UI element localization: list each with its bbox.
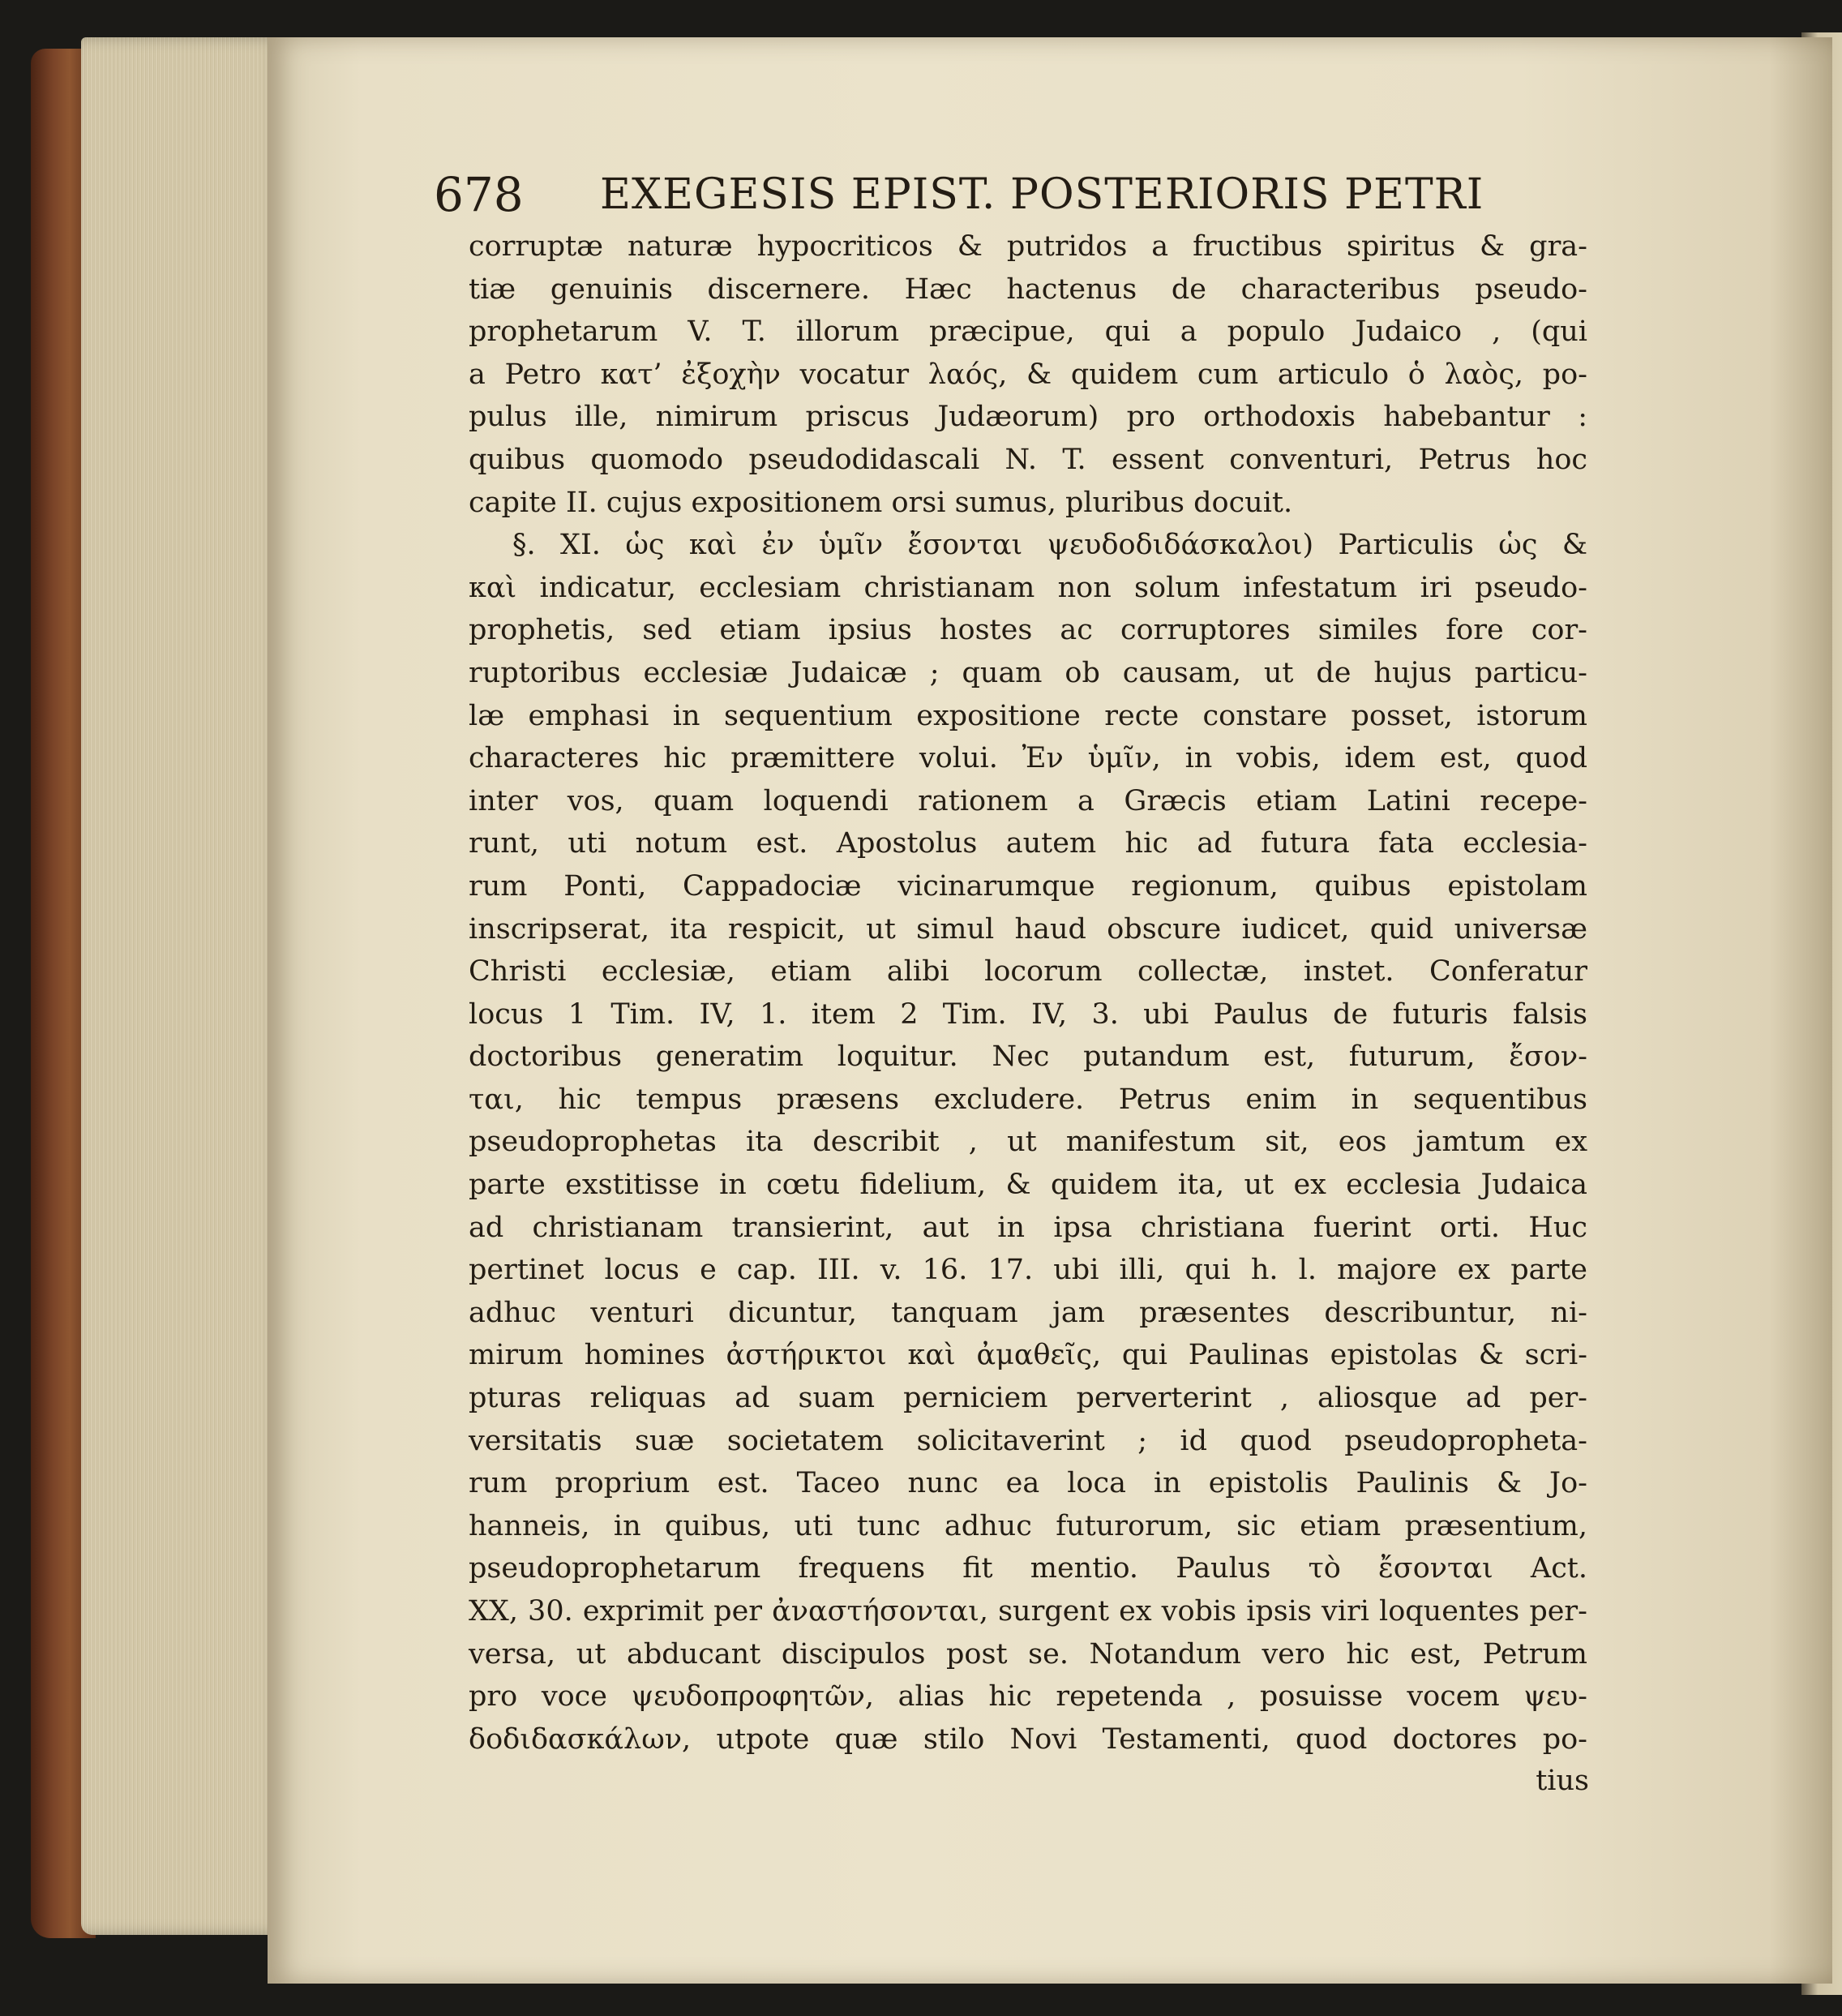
- text-line: XX, 30. exprimit per ἀναστήσονται, surgent ex vobis ipsis viri loquentes per-: [469, 1595, 1587, 1628]
- text-line: a Petro κατ’ ἐξοχὴν vocatur λαός, & quidem cum articulo ὁ λαὸς, po-: [469, 358, 1587, 391]
- text-line: pseudoprophetas ita describit , ut manifestum sit, eos jamtum ex: [469, 1126, 1587, 1159]
- text-line: prophetis, sed etiam ipsius hostes ac corruptores similes fore cor-: [469, 614, 1587, 647]
- text-line: Christi ecclesiæ, etiam alibi locorum collectæ, instet. Conferatur: [469, 955, 1587, 989]
- text-line: corruptæ naturæ hypocriticos & putridos a fructibus spiritus & gra-: [469, 230, 1587, 263]
- text-line: pertinet locus e cap. III. v. 16. 17. ubi illi, qui h. l. majore ex parte: [469, 1254, 1587, 1287]
- text-line: rum Ponti, Cappadociæ vicinarumque regionum, quibus epistolam: [469, 869, 1587, 903]
- text-line: inter vos, quam loquendi rationem a Græcis etiam Latini recepe-: [469, 784, 1587, 817]
- text-line: quibus quomodo pseudodidascali N. T. essent conventuri, Petrus hoc: [469, 443, 1587, 476]
- text-line: ται, hic tempus præsens excludere. Petrus enim in sequentibus: [469, 1083, 1587, 1116]
- text-line: prophetarum V. T. illorum præcipue, qui a populo Judaico , (qui: [469, 315, 1587, 349]
- text-line: doctoribus generatim loquitur. Nec putandum est, futurum, ἔσον-: [469, 1040, 1587, 1074]
- text-line: runt, uti notum est. Apostolus autem hic ad futura fata ecclesia-: [469, 827, 1587, 860]
- text-line: tiæ genuinis discernere. Hæc hactenus de characteribus pseudo-: [469, 272, 1587, 306]
- text-line: hanneis, in quibus, uti tunc adhuc futurorum, sic etiam præsentium,: [469, 1509, 1587, 1542]
- page-header: [434, 162, 1484, 227]
- text-line: locus 1 Tim. IV, 1. item 2 Tim. IV, 3. ubi Paulus de futuris falsis: [469, 997, 1587, 1031]
- text-line: §. XI. ὡς καὶ ἐν ὑμῖν ἔσονται ψευδοδιδάσκαλοι) Particulis ὡς &: [512, 529, 1587, 562]
- text-line: pseudoprophetarum frequens fit mentio. Paulus τὸ ἔσονται Act.: [469, 1552, 1587, 1585]
- text-line: versitatis suæ societatem solicitaverint ; id quod pseudopropheta-: [469, 1424, 1587, 1457]
- text-line: inscripserat, ita respicit, ut simul haud obscure iudicet, quid universæ: [469, 912, 1587, 946]
- text-line: mirum homines ἀστήρικτοι καὶ ἀμαθεῖς, qui Paulinas epistolas & scri-: [469, 1339, 1587, 1372]
- text-line: capite II. cujus expositionem orsi sumus, pluribus docuit.: [469, 486, 1293, 519]
- page-number: 678: [434, 167, 524, 222]
- catchword: tius: [1536, 1765, 1589, 1797]
- text-line: ruptoribus ecclesiæ Judaicæ ; quam ob causam, ut de hujus particu-: [469, 656, 1587, 689]
- page-edges: [81, 37, 284, 1935]
- text-line: pulus ille, nimirum priscus Judæorum) pro orthodoxis habebantur :: [469, 401, 1587, 434]
- text-line: versa, ut abducant discipulos post se. Notandum vero hic est, Petrum: [469, 1637, 1587, 1671]
- text-line: pturas reliquas ad suam perniciem perverterint , aliosque ad per-: [469, 1382, 1587, 1415]
- text-line: læ emphasi in sequentium expositione recte constare posset, istorum: [469, 699, 1587, 732]
- text-line: δοδιδασκάλων, utpote quæ stilo Novi Testamenti, quod doctores po-: [469, 1722, 1587, 1756]
- body-text: [469, 225, 1587, 1761]
- running-head: EXEGESIS EPIST. POSTERIORIS PETRI: [600, 170, 1484, 219]
- text-line: pro voce ψευδοπροφητῶν, alias hic repetenda , posuisse vocem ψευ-: [469, 1680, 1587, 1714]
- text-line: adhuc venturi dicuntur, tanquam jam præsentes describuntur, ni-: [469, 1296, 1587, 1329]
- text-line: rum proprium est. Taceo nunc ea loca in epistolis Paulinis & Jo-: [469, 1467, 1587, 1500]
- text-line: καὶ indicatur, ecclesiam christianam non solum infestatum iri pseudo-: [469, 571, 1587, 604]
- text-line: parte exstitisse in cœtu fidelium, & quidem ita, ut ex ecclesia Judaica: [469, 1169, 1587, 1202]
- text-line: characteres hic præmittere volui. Ἐν ὑμῖν, in vobis, idem est, quod: [469, 742, 1587, 775]
- text-line: ad christianam transierint, aut in ipsa christiana fuerint orti. Huc: [469, 1211, 1587, 1244]
